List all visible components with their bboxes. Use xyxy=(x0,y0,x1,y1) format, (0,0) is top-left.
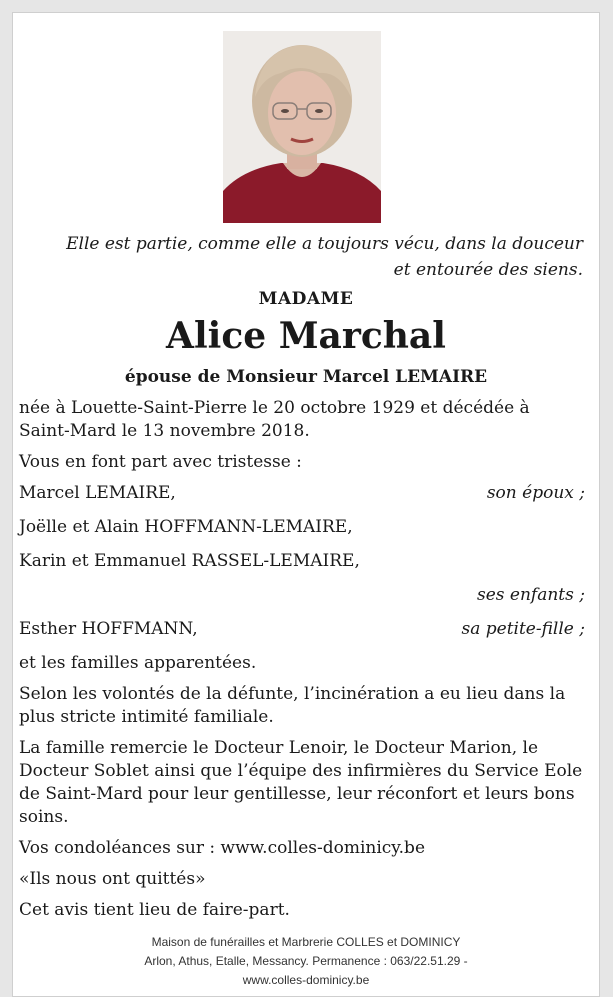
obituary-card xyxy=(12,12,600,997)
epitaph-quote xyxy=(53,231,583,283)
family-member-role: son époux ; xyxy=(486,483,585,503)
portrait-photo xyxy=(223,31,381,223)
family-member-name: Karin et Emmanuel RASSEL-LEMAIRE, xyxy=(19,551,360,571)
footer-line-2: Arlon, Athus, Etalle, Messancy. Permanence : 063/22.51.29 - xyxy=(144,954,468,968)
deceased-name: Alice Marchal xyxy=(166,315,446,357)
family-row xyxy=(19,516,585,539)
portrait-illustration xyxy=(223,31,381,223)
grandchild-name: Esther HOFFMANN, xyxy=(19,619,198,639)
family-member-name: Marcel LEMAIRE, xyxy=(19,483,176,503)
wishes-text: Selon les volontés de la défunte, l’incinération a eu lieu dans la plus stricte intimité familiale. xyxy=(19,684,566,727)
announcement-intro: Vous en font part avec tristesse : xyxy=(19,452,302,472)
grandchild-role: sa petite-fille ; xyxy=(461,619,585,639)
family-row xyxy=(19,550,585,573)
funeral-home-footer xyxy=(13,933,599,990)
obituary-body xyxy=(19,397,585,930)
quote-line-1: Elle est partie, comme elle a toujours vécu, dans la douceur xyxy=(66,234,583,254)
birth-death-text: née à Louette-Saint-Pierre le 20 octobre 1929 et décédée à Saint-Mard le 13 novembre 2018. xyxy=(19,398,530,441)
family-member-name: Joëlle et Alain HOFFMANN-LEMAIRE, xyxy=(19,517,353,537)
family-row xyxy=(19,618,585,641)
honorific: MADAME xyxy=(258,289,354,309)
footer-line-3: www.colles-dominicy.be xyxy=(242,973,370,987)
section-text: «Ils nous ont quittés» xyxy=(19,869,206,889)
family-row xyxy=(19,482,585,505)
notice-text: Cet avis tient lieu de faire-part. xyxy=(19,900,290,920)
thanks-text: La famille remercie le Docteur Lenoir, le Docteur Marion, le Docteur Soblet ainsi que l’équipe des infirmières du Service Eole de Saint-Mard pour leur gentillesse, leur réconfort et leurs bons soins. xyxy=(19,738,583,827)
footer-line-1: Maison de funérailles et Marbrerie COLLES et DOMINICY xyxy=(151,935,461,949)
spouse-line: épouse de Monsieur Marcel LEMAIRE xyxy=(124,367,488,387)
children-role: ses enfants ; xyxy=(477,585,585,605)
relatives-text: et les familles apparentées. xyxy=(19,653,257,673)
quote-line-2: et entourée des siens. xyxy=(393,260,583,280)
condolences-text: Vos condoléances sur : www.colles-dominicy.be xyxy=(19,838,425,858)
